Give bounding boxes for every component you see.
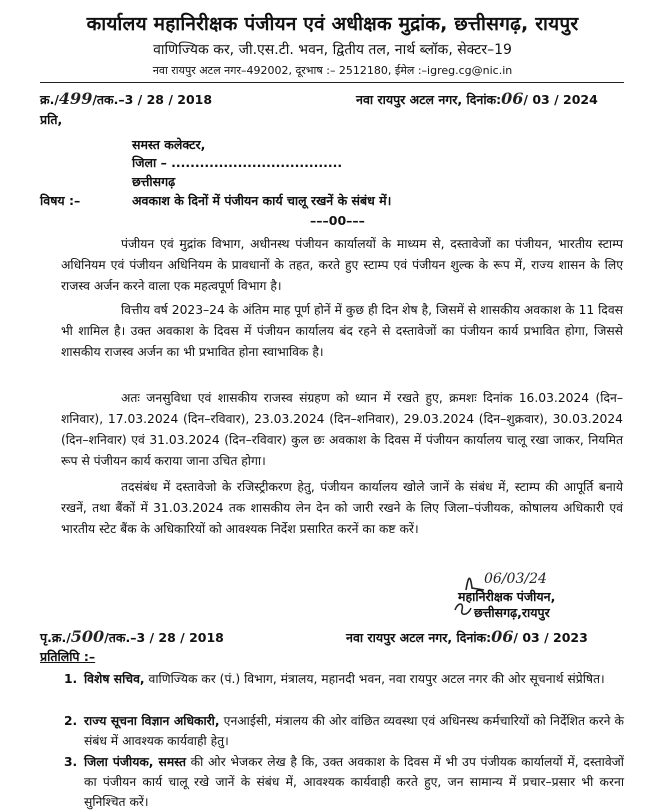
handwritten-copy-day: 06	[491, 627, 514, 646]
copy-item-2: 2. राज्य सूचना विज्ञान अधिकारी, एनआईसी, मंत्रालय की ओर वांछित व्यवस्था एवं अधिनस्थ कर्मचारियों को निर्देशित करने के संबंध में आवश्यक कार्यवाही हेतु।	[64, 714, 624, 748]
copy-reference-number: पृ.क्र./500/तक.–3 / 28 / 2018	[40, 627, 224, 646]
office-address: नवा रायपुर अटल नगर–492002, दूरभाष :– 2512180, ईमेल :–igreg.cg@nic.in	[152, 64, 513, 77]
recipient-line-1: समस्त कलेक्टर,	[132, 137, 206, 152]
signatory-location: छत्तीसगढ़,रायपुर	[474, 605, 550, 620]
paragraph-3: अतः जनसुविधा एवं शासकीय राजस्व संग्रहण को ध्यान में रखते हुए, क्रमशः दिनांक 16.03.2024 (दिन–शनिवार), 17.03.2024 (दिन–रविवार), 23.03.2024 (दिन–शनिवार), 29.03.2024 (दिन–शुक्रवार), 30.03.2024 (दिन–शनिवार) एवं 31.03.2024 (दिन–रविवार) कुल छः अवकाश के दिवस में पंजीयन कार्यालय चालू रखा जाकर, नियमित रूप से पंजीयन कार्य कराया जाना उचित होगा।	[61, 391, 623, 468]
copy-reference-date: नवा रायपुर अटल नगर, दिनांक:06/ 03 / 2023	[346, 627, 588, 646]
subject-text: अवकाश के दिनों में पंजीयन कार्य चालू रखनें के संबंध में।	[132, 193, 392, 208]
paragraph-2: वित्तीय वर्ष 2023–24 के अंतिम माह पूर्ण होनें में कुछ ही दिन शेष है, जिसमें से शासकीय अवकाश के 11 दिवस भी शामिल है। उक्त अवकाश के दिवस में पंजीयन कार्यालय बंद रहने से दस्तावेजों का पंजीयन कार्य प्रभावित होगा, जिससे शासकीय राजस्व अर्जन का भी प्रभावित होना स्वाभाविक है।	[61, 303, 623, 359]
paragraph-1: पंजीयन एवं मुद्रांक विभाग, अधीनस्थ पंजीयन कार्यालयों के माध्यम से, दस्तावेजों का पंजीयन, भारतीय स्टाम्प अधिनियम एवं पंजीयन अधिनियम के प्रावधानों के तहत, करते हुए स्टाम्प एवं पंजीयन शुल्क के रूप में, राज्य शासन के लिए राजस्व अर्जन करने वाला एक महत्वपूर्ण विभाग है।	[61, 237, 623, 293]
copy-heading: प्रतिलिपि :–	[40, 649, 96, 664]
subject-separator: –––00–––	[310, 213, 365, 228]
subject-label: विषय :–	[40, 193, 81, 208]
header-divider	[40, 82, 624, 83]
office-subtitle: वाणिज्यिक कर, जी.एस.टी. भवन, द्वितीय तल, नार्थ ब्लॉक, सेक्टर–19	[153, 42, 512, 58]
prati-label: प्रति,	[40, 112, 63, 127]
reference-date: नवा रायपुर अटल नगर, दिनांक:06/ 03 / 2024	[356, 89, 598, 108]
handwritten-initial	[452, 600, 474, 618]
handwritten-signature-date: 06/03/24	[484, 571, 547, 587]
handwritten-day: 06	[501, 89, 524, 108]
office-title: कार्यालय महानिरीक्षक पंजीयन एवं अधीक्षक मुद्रांक, छत्तीसगढ़, रायपुर	[86, 13, 579, 35]
signatory-designation: महानिरीक्षक पंजीयन,	[458, 589, 556, 604]
recipient-line-2: जिला – ....................................	[132, 155, 343, 170]
copy-item-3: 3. जिला पंजीयक, समस्त की ओर भेजकर लेख है कि, उक्त अवकाश के दिवस में भी उप पंजीयक कार्यालयों में, दस्तावेजों का पंजीयन कार्य चालू रखे जानें के संबंध में, आवश्यक कार्यवाही करते हुए, जन सामान्य में प्रचार–प्रसार भी करना सुनिश्चित करें।	[64, 755, 624, 809]
handwritten-ref-number: 499	[58, 89, 93, 108]
handwritten-copy-ref-number: 500	[70, 627, 105, 646]
reference-number: क्र./499/तक.–3 / 28 / 2018	[40, 89, 213, 108]
copy-item-1: 1. विशेष सचिव, वाणिज्यिक कर (पं.) विभाग, मंत्रालय, महानदी भवन, नवा रायपुर अटल नगर की ओर सूचनार्थ संप्रेषित।	[64, 672, 605, 686]
paragraph-4: तदसंबंध में दस्तावेजो के रजिस्ट्रीकरण हेतु, पंजीयन कार्यालय खोले जानें के संबंध में, स्टाम्प की आपूर्ति बनाये रखनें, तथा बैंकों में 31.03.2024 तक शासकीय लेन देन को जारी रखने के लिए जिला–पंजीयक, कोषालय अधिकारी एवं भारतीय स्टेट बैंक के अधिकारियों को आवश्यक निर्देश प्रसारित करनें का कष्ट करें।	[61, 480, 623, 536]
recipient-line-3: छत्तीसगढ़	[132, 174, 176, 189]
